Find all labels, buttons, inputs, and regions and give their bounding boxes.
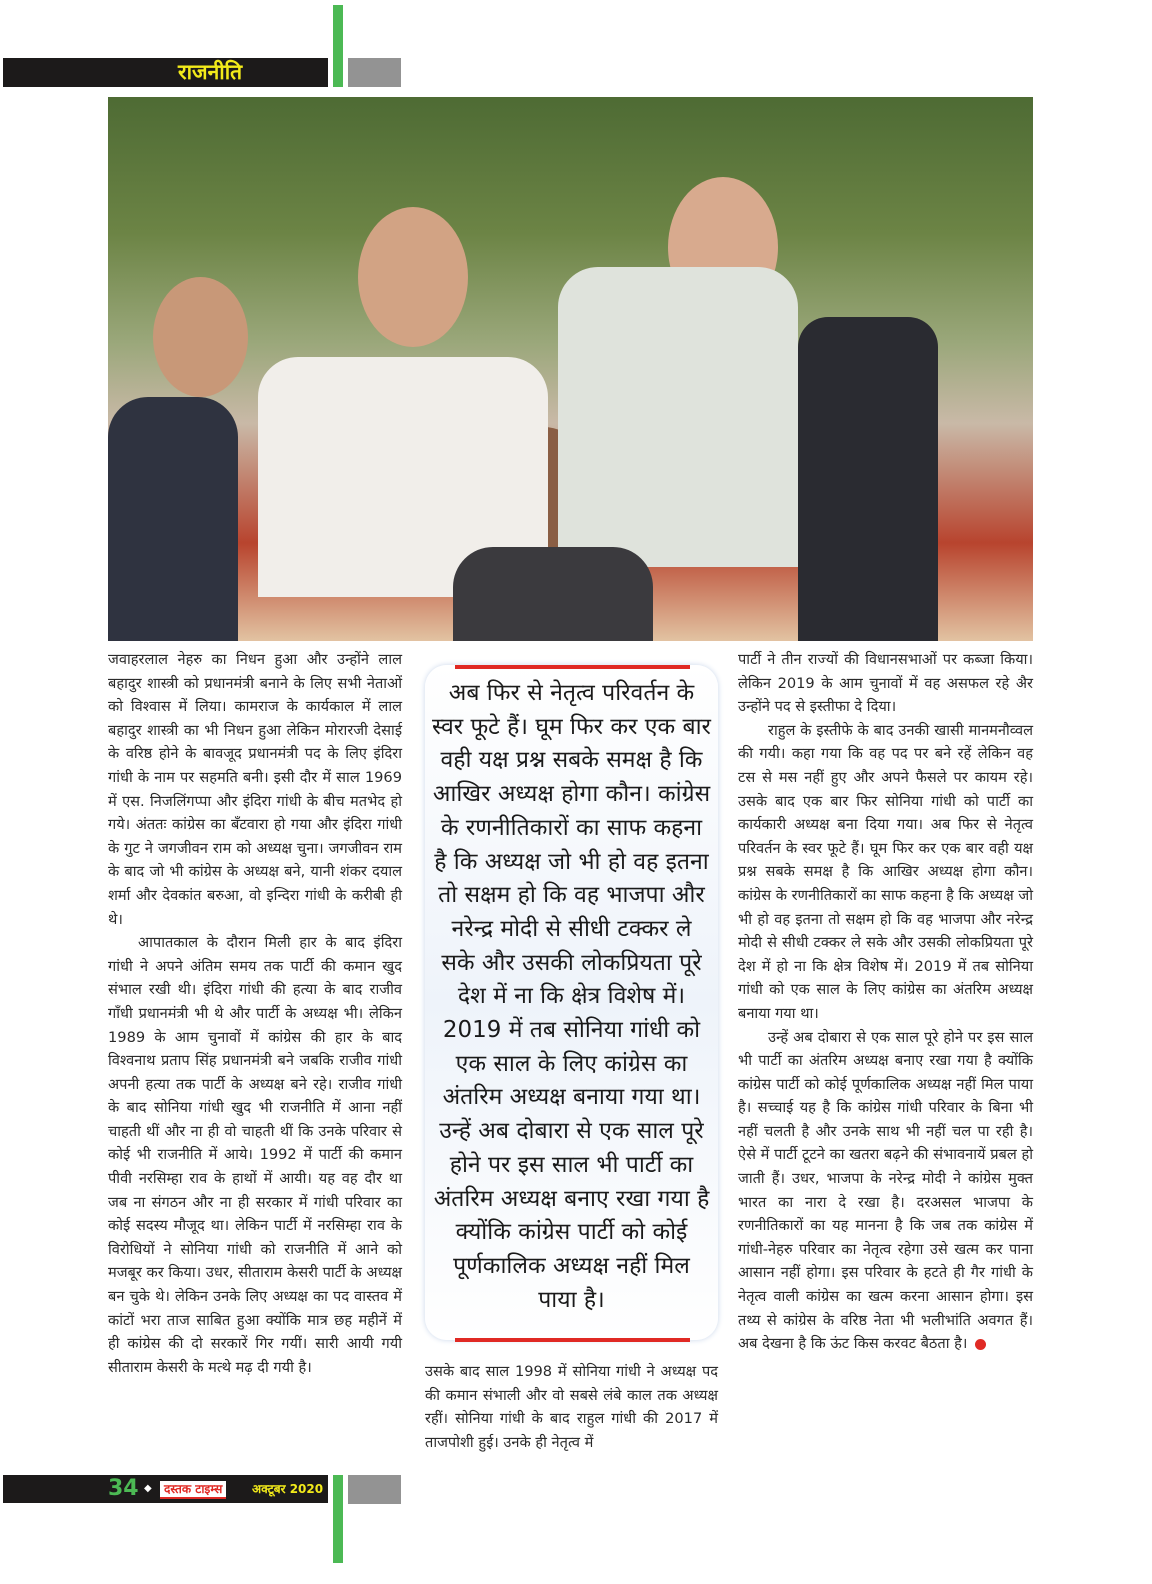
header-gray-block <box>348 58 401 87</box>
article-photo <box>108 97 1033 641</box>
footer-gray-block <box>348 1475 401 1504</box>
diamond-separator-icon: ◆ <box>144 1483 152 1494</box>
section-title: राजनीति <box>178 60 243 84</box>
pull-quote-top-rule <box>455 665 690 669</box>
header-green-accent <box>333 5 343 87</box>
paragraph: उन्हें अब दोबारा से एक साल पूरे होने पर इस साल भी पार्टी का अंतरिम अध्यक्ष बनाए रखा गया है क्योंकि कांग्रेस पार्टी को कोई पूर्णकालिक अध्यक्ष नहीं मिल पाया है। सच्चाई यह है कि कांग्रेस गांधी परिवार के बिना भी नहीं चलती है और उनके साथ भी नहीं चल पा रही है। ऐसे में पार्टी टूटने का खतरा बढ़ने की संभावनायें प्रबल हो जाती हैं। उधर, भाजपा के नरेन्द्र मोदी ने कांग्रेस मुक्त भारत का नारा दे रखा है। दरअसल भाजपा के रणनीतिकारों का यह मानना है कि जब तक कांग्रेस में गांधी-नेहरु परिवार का नेतृत्व रहेगा उसे खत्म कर पाना आसान नहीं होगा। इस परिवार के हटते ही गैर गांधी के नेतृत्व वाली कांग्रेस का खत्म करना आसान होगा। इस तथ्य से कांग्रेस के वरिष्ठ नेता भी भलीभांति अवगत हैं। अब देखना है कि ऊंट किस करवट बैठता है। <box>738 1028 1033 1353</box>
article-column-2 <box>425 1360 718 1454</box>
page-number: 34 <box>108 1476 139 1501</box>
article-column-1 <box>108 648 402 1379</box>
paragraph: उसके बाद साल 1998 में सोनिया गांधी ने अध्यक्ष पद की कमान संभाली और वो सबसे लंबे काल तक अध्यक्ष रहीं। सोनिया गांधी के बाद राहुल गांधी की 2017 में ताजपोशी हुई। उनके ही नेतृत्व में <box>425 1363 718 1451</box>
paragraph: पार्टी ने तीन राज्यों की विधानसभाओं पर कब्जा किया। लेकिन 2019 के आम चुनावों में वह असफल रहे अैर उन्होंने पद से इस्तीफा दे दिया। <box>738 651 1033 716</box>
issue-date: अक्टूबर 2020 <box>252 1482 324 1496</box>
paragraph: राहुल के इस्तीफे के बाद उनकी खासी मानमनौव्वल की गयी। कहा गया कि वह पद पर बने रहें लेकिन वह टस से मस नहीं हुए और अपने फैसले पर कायम रहे। उसके बाद एक बार फिर सोनिया गांधी को पार्टी का कार्यकारी अध्यक्ष बना दिया गया। अब फिर से नेतृत्व परिवर्तन के स्वर फूटे हैं। घूम फिर कर एक बार वही यक्ष प्रश्न सबके समक्ष है कि आखिर अध्यक्ष होगा कौन। कांग्रेस के रणनीतिकारों का साफ कहना है कि अध्यक्ष जो भी हो वह इतना तो सक्षम हो कि वह भाजपा और नरेन्द्र मोदी से सीधी टक्कर ले सके और उसकी लोकप्रियता पूरे देश में हो ना कि क्षेत्र विशेष में। 2019 में तब सोनिया गांधी को एक साल के लिए कांग्रेस का अंतरिम अध्यक्ष बनाया गया था। <box>738 721 1033 1022</box>
pull-quote-text: अब फिर से नेतृत्व परिवर्तन के स्वर फूटे हैं। घूम फिर कर एक बार वही यक्ष प्रश्न सबके समक्ष है कि आखिर अध्यक्ष होगा कौन। कांग्रेस के रणनीतिकारों का साफ कहना है कि अध्यक्ष जो भी हो वह इतना तो सक्षम हो कि वह भाजपा और नरेन्द्र मोदी से सीधी टक्कर ले सके और उसकी लोकप्रियता पूरे देश में ना कि क्षेत्र विशेष में। 2019 में तब सोनिया गांधी को एक साल के लिए कांग्रेस का अंतरिम अध्यक्ष बनाया गया था। उन्हें अब दोबारा से एक साल पूरे होने पर इस साल भी पार्टी का अंतरिम अध्यक्ष बनाए रखा गया है क्योंकि कांग्रेस पार्टी को कोई पूर्णकालिक अध्यक्ष नहीं मिल पाया है। <box>432 680 711 1313</box>
pull-quote-bottom-rule <box>455 1338 690 1342</box>
paragraph: जवाहरलाल नेहरु का निधन हुआ और उन्होंने लाल बहादुर शास्त्री को प्रधानमंत्री बनाने के लिए सभी नेताओं को विश्वास में लिया। कामराज के कार्यकाल में लाल बहादुर शास्त्री का भी निधन हुआ लेकिन मोरारजी देसाई के वरिष्ठ होने के बावजूद प्रधानमंत्री पद के लिए इंदिरा गांधी के नाम पर सहमति बनी। इसी दौर में साल 1969 में एस. निजलिंगप्पा और इंदिरा गांधी के बीच मतभेद हो गये। अंततः कांग्रेस का बँटवारा हो गया और इंदिरा गांधी के गुट ने जगजीवन राम को अध्यक्ष चुना। जगजीवन राम के बाद जो भी कांग्रेस के अध्यक्ष बने, यानी शंकर दयाल शर्मा और देवकांत बरुआ, वो इन्दिरा गांधी के करीबी ही थे। <box>108 651 402 928</box>
magazine-logo: दस्तक टाइम्स <box>160 1481 226 1499</box>
footer-green-accent <box>333 1475 343 1563</box>
end-of-article-dot-icon <box>975 1339 986 1350</box>
paragraph: आपातकाल के दौरान मिली हार के बाद इंदिरा गांधी ने अपने अंतिम समय तक पार्टी की कमान खुद संभाल रखी थी। इंदिरा गांधी की हत्या के बाद राजीव गाँधी प्रधानमंत्री भी थे और पार्टी के अध्यक्ष भी। लेकिन 1989 के आम चुनावों में कांग्रेस की हार के बाद विश्वनाथ प्रताप सिंह प्रधानमंत्री बने जबकि राजीव गांधी अपनी हत्या तक पार्टी के अध्यक्ष बने रहे। राजीव गांधी के बाद सोनिया गांधी खुद भी राजनीति में आना नहीं चाहती थीं और ना ही वो चाहती थीं कि उनके परिवार से कोई भी राजनीति में आये। 1992 में पार्टी की कमान पीवी नरसिम्हा राव के हाथों में आयी। यह वह दौर था जब ना संगठन और ना ही सरकार में गांधी परिवार का कोई सदस्य मौजूद था। लेकिन पार्टी में नरसिम्हा राव के विरोधियों ने सोनिया गांधी को राजनीति में आने को मजबूर कर किया। उधर, सीताराम केसरी पार्टी के अध्यक्ष बन चुके थे। लेकिन उनके लिए अध्यक्ष का पद वास्तव में कांटों भरा ताज साबित हुआ क्योंकि मात्र छह महीनें में ही कांग्रेस की दो सरकारें गिर गयीं। सारी आयी गयी सीताराम केसरी के मत्थे मढ़ दी गयी है। <box>108 934 402 1376</box>
article-column-3 <box>738 648 1033 1356</box>
section-header-bar <box>3 58 328 87</box>
